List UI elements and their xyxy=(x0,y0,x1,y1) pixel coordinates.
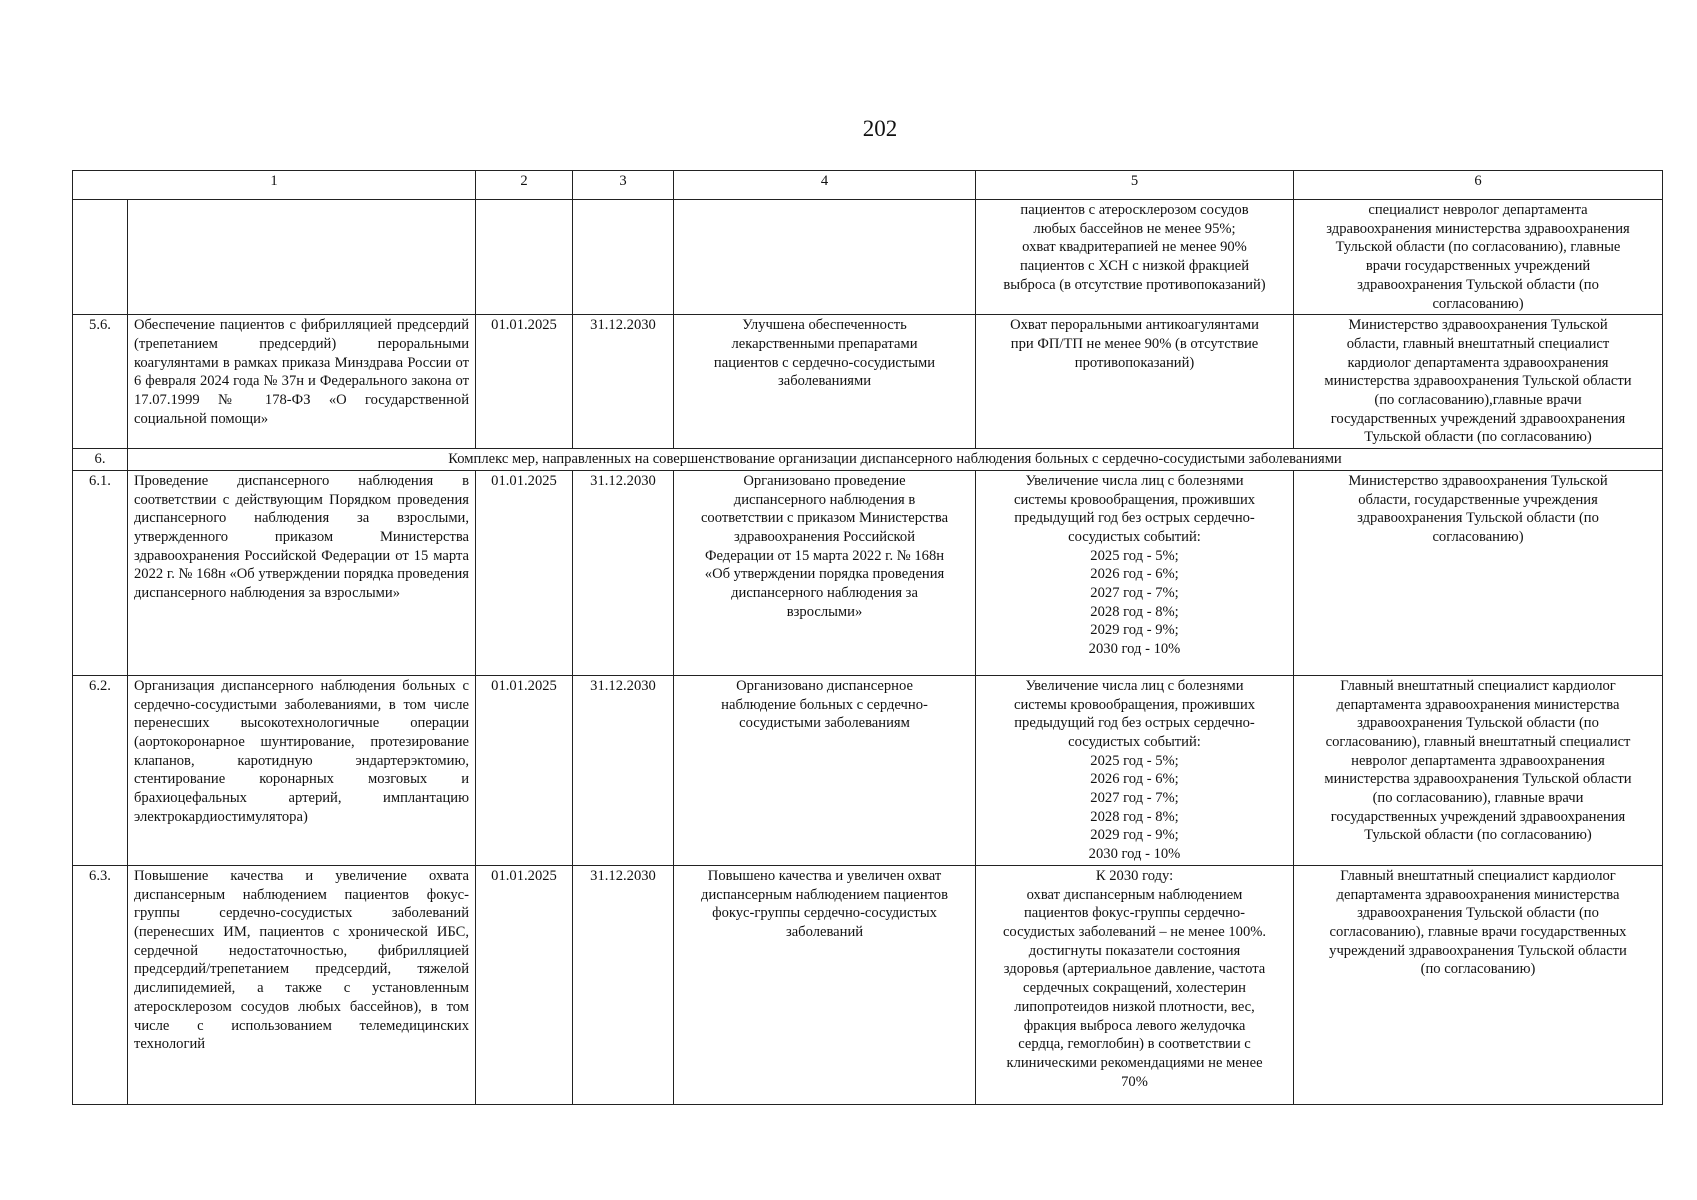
table-row xyxy=(73,470,1663,675)
end-date: 31.12.2030 xyxy=(573,315,674,449)
responsible: Главный внештатный специалист кардиолог департамента здравоохранения министерства здравоохранения Тульской области (по согласованию), главный внештатный специалист невролог департамента здравоохранения министерства здравоохранения Тульской области (по согласованию), главные врачи государственных учреждений здравоохранения Тульской области (по согласованию) xyxy=(1294,675,1663,865)
row-number: 6.3. xyxy=(73,865,128,1104)
end-date: 31.12.2030 xyxy=(573,865,674,1104)
header-col-5: 5 xyxy=(976,171,1294,200)
table-row xyxy=(73,315,1663,449)
start-date: 01.01.2025 xyxy=(476,315,573,449)
header-col-2: 2 xyxy=(476,171,573,200)
continuation-responsible: специалист невролог департамента здравоохранения министерства здравоохранения Тульской области (по согласованию), главные врачи государственных учреждений здравоохранения Тульской области (по согласованию) xyxy=(1294,200,1663,315)
continuation-indicator: пациентов с атеросклерозом сосудов любых бассейнов не менее 95%; охват квадритерапией не менее 90% пациентов с ХСН с низкой фракцией выброса (в отсутствие противопоказаний) xyxy=(976,200,1294,315)
row-number: 6.1. xyxy=(73,470,128,675)
responsible: Министерство здравоохранения Тульской области, главный внештатный специалист кардиолог департамента здравоохранения министерства здравоохранения Тульской области (по согласованию),главные врачи государственных учреждений здравоохранения Тульской области (по согласованию) xyxy=(1294,315,1663,449)
table-row xyxy=(73,675,1663,865)
measure-text: Обеспечение пациентов с фибрилляцией предсердий (трепетанием предсердий) пероральными коагулянтами в рамках приказа Минздрава России от 6 февраля 2024 года № 37н и Федерального закона от 17.07.1999 № 178-ФЗ «О государственной социальной помощи» xyxy=(128,315,476,449)
measure-text: Организация диспансерного наблюдения больных с сердечно-сосудистыми заболеваниями, в том числе перенесших высокотехнологичные операции (аортокоронарное шунтирование, протезирование клапанов, каротидную эндартерэктомию, стентирование коронарных мозговых и брахиоцефальных артерий, имплантацию электрокардиостимулятора) xyxy=(128,675,476,865)
header-col-4: 4 xyxy=(674,171,976,200)
end-date: 31.12.2030 xyxy=(573,675,674,865)
section-row xyxy=(73,449,1663,471)
indicator: Увеличение числа лиц с болезнями системы кровообращения, проживших предыдущий год без острых сердечно- сосудистых событий: 2025 год - 5%; 2026 год - 6%; 2027 год - 7%; 2028 год - 8%; 2029 год - 9%; 2030 год - 10% xyxy=(976,470,1294,675)
indicator: Охват пероральными антикоагулянтами при ФП/ТП не менее 90% (в отсутствие противопоказаний) xyxy=(976,315,1294,449)
measures-table xyxy=(72,170,1663,1105)
end-date: 31.12.2030 xyxy=(573,470,674,675)
expected-result: Организовано диспансерное наблюдение больных с сердечно- сосудистыми заболеваниям xyxy=(674,675,976,865)
measure-text: Повышение качества и увеличение охвата диспансерным наблюдением пациентов фокус-группы сердечно-сосудистых заболеваний (перенесших ИМ, пациентов с хронической ИБС, сердечной недостаточностью, фибрилляцией предсердий/трепетанием предсердий, тяжелой дислипидемией, а также с установленным атеросклерозом сосудов любых бассейнов), в том числе с использованием телемедицинских технологий xyxy=(128,865,476,1104)
start-date: 01.01.2025 xyxy=(476,675,573,865)
indicator: Увеличение числа лиц с болезнями системы кровообращения, проживших предыдущий год без острых сердечно- сосудистых событий: 2025 год - 5%; 2026 год - 6%; 2027 год - 7%; 2028 год - 8%; 2029 год - 9%; 2030 год - 10% xyxy=(976,675,1294,865)
row-number: 6.2. xyxy=(73,675,128,865)
table-row xyxy=(73,865,1663,1104)
responsible: Министерство здравоохранения Тульской области, государственные учреждения здравоохранения Тульской области (по согласованию) xyxy=(1294,470,1663,675)
header-col-1: 1 xyxy=(73,171,476,200)
header-col-6: 6 xyxy=(1294,171,1663,200)
expected-result: Организовано проведение диспансерного наблюдения в соответствии с приказом Министерства здравоохранения Российской Федерации от 15 марта 2022 г. № 168н «Об утверждении порядка проведения диспансерного наблюдения за взрослыми» xyxy=(674,470,976,675)
expected-result: Улучшена обеспеченность лекарственными препаратами пациентов с сердечно-сосудистыми заболеваниями xyxy=(674,315,976,449)
expected-result: Повышено качества и увеличен охват диспансерным наблюдением пациентов фокус-группы сердечно-сосудистых заболеваний xyxy=(674,865,976,1104)
start-date: 01.01.2025 xyxy=(476,470,573,675)
page-number: 202 xyxy=(862,116,898,141)
measure-text: Проведение диспансерного наблюдения в соответствии с действующим Порядком проведения диспансерного наблюдения за взрослыми, утвержденного приказом Министерства здравоохранения Российской Федерации от 15 марта 2022 г. № 168н «Об утверждении порядка проведения диспансерного наблюдения за взрослыми» xyxy=(128,470,476,675)
header-row xyxy=(73,171,1663,200)
indicator: К 2030 году: охват диспансерным наблюдением пациентов фокус-группы сердечно- сосудистых заболеваний – не менее 100%. достигнуты показатели состояния здоровья (артериальное давление, частота сердечных сокращений, холестерин липопротеидов низкой плотности, вес, фракция выброса левого желудочка сердца, гемоглобин) в соответствии с клиническими рекомендациями не менее 70% xyxy=(976,865,1294,1104)
start-date: 01.01.2025 xyxy=(476,865,573,1104)
header-col-3: 3 xyxy=(573,171,674,200)
section-title: Комплекс мер, направленных на совершенствование организации диспансерного наблюдения больных с сердечно-сосудистыми заболеваниями xyxy=(128,449,1663,471)
responsible: Главный внештатный специалист кардиолог департамента здравоохранения министерства здравоохранения Тульской области (по согласованию), главные врачи государственных учреждений здравоохранения Тульской области (по согласованию) xyxy=(1294,865,1663,1104)
row-number: 5.6. xyxy=(73,315,128,449)
continuation-row xyxy=(73,200,1663,315)
section-number: 6. xyxy=(73,449,128,471)
